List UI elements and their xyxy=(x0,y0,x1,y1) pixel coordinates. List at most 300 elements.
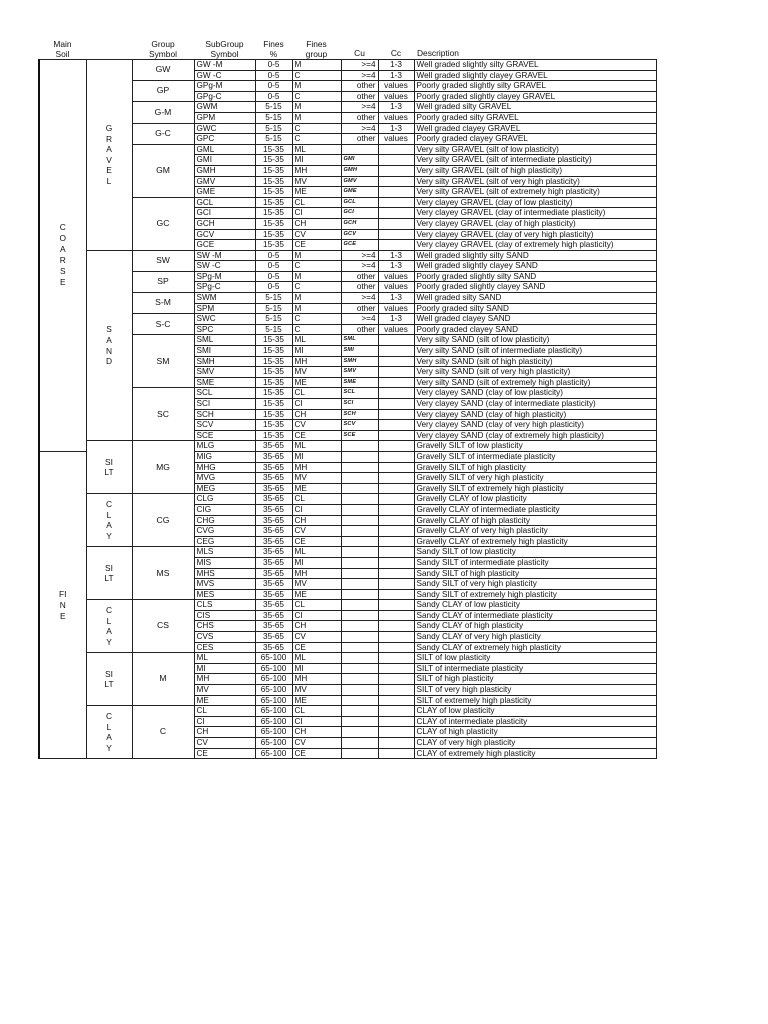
table-row xyxy=(39,197,656,208)
fines-group-cell: CH xyxy=(292,727,341,738)
sub-soil-label: CLAY xyxy=(105,499,113,541)
subgroup-symbol-cell: MES xyxy=(194,589,255,600)
description-cell: Sandy CLAY of extremely high plasticity xyxy=(414,642,656,653)
cu-cell: SMI xyxy=(341,346,378,357)
fines-group-cell: ML xyxy=(292,441,341,452)
soil-classification-table xyxy=(38,36,657,759)
description-cell: Poorly graded slightly clayey GRAVEL xyxy=(414,91,656,102)
sub-soil-cell xyxy=(86,653,132,706)
soil-classification-sheet xyxy=(38,36,657,759)
cu-cell xyxy=(341,526,378,537)
fines-pct-cell: 35-65 xyxy=(255,536,292,547)
fines-pct-cell: 15-35 xyxy=(255,430,292,441)
fines-pct-cell: 35-65 xyxy=(255,526,292,537)
cu-cell xyxy=(341,632,378,643)
description-cell: Gravelly SILT of extremely high plasticity xyxy=(414,483,656,494)
description-cell: Very silty GRAVEL (silt of very high plasticity) xyxy=(414,176,656,187)
fines-pct-cell: 15-35 xyxy=(255,155,292,166)
cc-cell xyxy=(378,547,414,558)
group-symbol-cell: C xyxy=(132,706,194,759)
fines-group-cell: M xyxy=(292,81,341,92)
fines-group-cell: ML xyxy=(292,144,341,155)
description-cell: Well graded slightly clayey GRAVEL xyxy=(414,70,656,81)
description-cell: Poorly graded slightly silty GRAVEL xyxy=(414,81,656,92)
fines-group-cell: ME xyxy=(292,187,341,198)
cu-cell: >=4 xyxy=(341,70,378,81)
cu-cell xyxy=(341,674,378,685)
cu-cell: SCE xyxy=(341,430,378,441)
fines-pct-cell: 15-35 xyxy=(255,346,292,357)
subgroup-symbol-cell: GPC xyxy=(194,134,255,145)
cu-cell: GCI xyxy=(341,208,378,219)
subgroup-symbol-cell: SWM xyxy=(194,293,255,304)
cu-cell: other xyxy=(341,303,378,314)
fines-group-cell: M xyxy=(292,60,341,71)
subgroup-symbol-cell: CH xyxy=(194,727,255,738)
cc-cell: values xyxy=(378,271,414,282)
subgroup-symbol-cell: GCI xyxy=(194,208,255,219)
cu-cell: other xyxy=(341,282,378,293)
header-subgroup-symbol: SubGroup Symbol xyxy=(205,39,244,59)
subgroup-symbol-cell: MHS xyxy=(194,568,255,579)
fines-pct-cell: 15-35 xyxy=(255,144,292,155)
fines-group-cell: MI xyxy=(292,451,341,462)
description-cell: Very clayey SAND (clay of extremely high plasticity) xyxy=(414,430,656,441)
table-row xyxy=(39,144,656,155)
subgroup-symbol-cell: SPM xyxy=(194,303,255,314)
fines-pct-cell: 35-65 xyxy=(255,610,292,621)
cc-cell: values xyxy=(378,81,414,92)
header-main-soil: Main Soil xyxy=(53,39,72,59)
subgroup-symbol-cell: CLG xyxy=(194,494,255,505)
group-symbol-cell: SM xyxy=(132,335,194,388)
cu-cell: SCV xyxy=(341,420,378,431)
sub-soil-cell xyxy=(86,600,132,653)
description-cell: Gravelly SILT of very high plasticity xyxy=(414,473,656,484)
fines-pct-cell: 15-35 xyxy=(255,356,292,367)
subgroup-symbol-cell: GW -M xyxy=(194,60,255,71)
subgroup-symbol-cell: MIS xyxy=(194,557,255,568)
subgroup-symbol-cell: SML xyxy=(194,335,255,346)
subgroup-symbol-cell: CES xyxy=(194,642,255,653)
cc-cell xyxy=(378,748,414,759)
cu-cell: >=4 xyxy=(341,60,378,71)
sub-soil-label: CLAY xyxy=(105,711,113,753)
table-row xyxy=(39,123,656,134)
fines-group-cell: CV xyxy=(292,526,341,537)
cu-cell xyxy=(341,515,378,526)
description-cell: Well graded slightly silty SAND xyxy=(414,250,656,261)
fines-group-cell: MH xyxy=(292,568,341,579)
cc-cell xyxy=(378,473,414,484)
subgroup-symbol-cell: MIG xyxy=(194,451,255,462)
sub-soil-label: SILT xyxy=(104,562,114,584)
fines-pct-cell: 35-65 xyxy=(255,579,292,590)
cu-cell: SCI xyxy=(341,399,378,410)
cu-cell xyxy=(341,706,378,717)
description-cell: Very silty GRAVEL (silt of high plasticity) xyxy=(414,165,656,176)
cc-cell xyxy=(378,494,414,505)
description-cell: Poorly graded slightly clayey SAND xyxy=(414,282,656,293)
cc-cell xyxy=(378,610,414,621)
cc-cell xyxy=(378,653,414,664)
fines-pct-cell: 5-15 xyxy=(255,303,292,314)
fines-group-cell: MI xyxy=(292,557,341,568)
fines-pct-cell: 35-65 xyxy=(255,515,292,526)
sub-soil-cell xyxy=(86,706,132,759)
cu-cell xyxy=(341,494,378,505)
subgroup-symbol-cell: CVG xyxy=(194,526,255,537)
subgroup-symbol-cell: GCV xyxy=(194,229,255,240)
subgroup-symbol-cell: GMI xyxy=(194,155,255,166)
subgroup-symbol-cell: MVS xyxy=(194,579,255,590)
cu-cell: other xyxy=(341,271,378,282)
fines-group-cell: CI xyxy=(292,504,341,515)
fines-group-cell: ME xyxy=(292,695,341,706)
cc-cell xyxy=(378,208,414,219)
cc-cell xyxy=(378,685,414,696)
subgroup-symbol-cell: GCE xyxy=(194,240,255,251)
cc-cell xyxy=(378,738,414,749)
cu-cell: other xyxy=(341,112,378,123)
cc-cell xyxy=(378,399,414,410)
description-cell: Gravelly CLAY of very high plasticity xyxy=(414,526,656,537)
cc-cell xyxy=(378,727,414,738)
subgroup-symbol-cell: MH xyxy=(194,674,255,685)
cu-cell: GCH xyxy=(341,218,378,229)
subgroup-symbol-cell: SMI xyxy=(194,346,255,357)
group-symbol-cell: GM xyxy=(132,144,194,197)
table-row xyxy=(39,441,656,452)
cc-cell xyxy=(378,706,414,717)
table-row xyxy=(39,60,656,71)
fines-pct-cell: 35-65 xyxy=(255,441,292,452)
group-symbol-cell: SW xyxy=(132,250,194,271)
fines-group-cell: C xyxy=(292,134,341,145)
cc-cell: 1-3 xyxy=(378,70,414,81)
main-soil-label: COARSE xyxy=(59,222,66,288)
description-cell: Very silty GRAVEL (silt of intermediate plasticity) xyxy=(414,155,656,166)
group-symbol-cell: GP xyxy=(132,81,194,102)
fines-group-cell: C xyxy=(292,314,341,325)
description-cell: Sandy CLAY of very high plasticity xyxy=(414,632,656,643)
description-cell: Gravelly CLAY of extremely high plasticity xyxy=(414,536,656,547)
subgroup-symbol-cell: GCL xyxy=(194,197,255,208)
fines-group-cell: MV xyxy=(292,176,341,187)
group-symbol-cell: MS xyxy=(132,547,194,600)
fines-pct-cell: 15-35 xyxy=(255,197,292,208)
subgroup-symbol-cell: CV xyxy=(194,738,255,749)
description-cell: Very clayey GRAVEL (clay of high plasticity) xyxy=(414,218,656,229)
fines-group-cell: CI xyxy=(292,399,341,410)
cu-cell xyxy=(341,483,378,494)
cu-cell xyxy=(341,642,378,653)
group-symbol-cell: SP xyxy=(132,271,194,292)
cc-cell xyxy=(378,218,414,229)
fines-group-cell: CE xyxy=(292,748,341,759)
subgroup-symbol-cell: GPg-C xyxy=(194,91,255,102)
fines-group-cell: MI xyxy=(292,346,341,357)
fines-pct-cell: 0-5 xyxy=(255,81,292,92)
fines-group-cell: CE xyxy=(292,240,341,251)
subgroup-symbol-cell: SPg-C xyxy=(194,282,255,293)
fines-pct-cell: 65-100 xyxy=(255,674,292,685)
subgroup-symbol-cell: GCH xyxy=(194,218,255,229)
subgroup-symbol-cell: MHG xyxy=(194,462,255,473)
description-cell: Well graded silty SAND xyxy=(414,293,656,304)
fines-pct-cell: 15-35 xyxy=(255,335,292,346)
description-cell: Very clayey SAND (clay of intermediate plasticity) xyxy=(414,399,656,410)
fines-group-cell: C xyxy=(292,324,341,335)
subgroup-symbol-cell: MVG xyxy=(194,473,255,484)
fines-group-cell: MV xyxy=(292,367,341,378)
fines-group-cell: CL xyxy=(292,706,341,717)
fines-pct-cell: 5-15 xyxy=(255,314,292,325)
cu-cell xyxy=(341,557,378,568)
subgroup-symbol-cell: ME xyxy=(194,695,255,706)
description-cell: CLAY of very high plasticity xyxy=(414,738,656,749)
fines-group-cell: CV xyxy=(292,420,341,431)
cu-cell xyxy=(341,547,378,558)
subgroup-symbol-cell: MLG xyxy=(194,441,255,452)
cu-cell: GME xyxy=(341,187,378,198)
cu-cell: >=4 xyxy=(341,314,378,325)
subgroup-symbol-cell: CIS xyxy=(194,610,255,621)
cu-cell xyxy=(341,504,378,515)
sub-soil-label: SAND xyxy=(105,324,113,367)
cu-cell: other xyxy=(341,81,378,92)
subgroup-symbol-cell: CHG xyxy=(194,515,255,526)
fines-group-cell: M xyxy=(292,303,341,314)
cc-cell xyxy=(378,600,414,611)
table-row xyxy=(39,706,656,717)
fines-pct-cell: 35-65 xyxy=(255,473,292,484)
table-row xyxy=(39,547,656,558)
cu-cell: SMH xyxy=(341,356,378,367)
fines-pct-cell: 5-15 xyxy=(255,134,292,145)
description-cell: Very silty SAND (silt of low plasticity) xyxy=(414,335,656,346)
subgroup-symbol-cell: SW -C xyxy=(194,261,255,272)
table-row xyxy=(39,314,656,325)
cu-cell xyxy=(341,748,378,759)
fines-group-cell: ML xyxy=(292,547,341,558)
fines-pct-cell: 65-100 xyxy=(255,706,292,717)
description-cell: Very silty SAND (silt of intermediate plasticity) xyxy=(414,346,656,357)
table-row xyxy=(39,388,656,399)
fines-pct-cell: 65-100 xyxy=(255,738,292,749)
group-symbol-cell: G-C xyxy=(132,123,194,144)
cc-cell xyxy=(378,240,414,251)
cu-cell xyxy=(341,441,378,452)
cc-cell xyxy=(378,165,414,176)
fines-group-cell: CI xyxy=(292,208,341,219)
description-cell: Poorly graded slightly silty SAND xyxy=(414,271,656,282)
cu-cell: >=4 xyxy=(341,250,378,261)
cc-cell xyxy=(378,632,414,643)
cu-cell xyxy=(341,685,378,696)
cu-cell: other xyxy=(341,91,378,102)
header-group-symbol: Group Symbol xyxy=(149,39,177,59)
table-row xyxy=(39,271,656,282)
cc-cell xyxy=(378,346,414,357)
cc-cell xyxy=(378,589,414,600)
fines-pct-cell: 15-35 xyxy=(255,409,292,420)
cu-cell xyxy=(341,716,378,727)
cc-cell xyxy=(378,197,414,208)
description-cell: Well graded silty GRAVEL xyxy=(414,102,656,113)
description-cell: SILT of extremely high plasticity xyxy=(414,695,656,706)
subgroup-symbol-cell: SWC xyxy=(194,314,255,325)
cc-cell: values xyxy=(378,91,414,102)
subgroup-symbol-cell: GPg-M xyxy=(194,81,255,92)
cu-cell: >=4 xyxy=(341,123,378,134)
cu-cell xyxy=(341,579,378,590)
fines-group-cell: CI xyxy=(292,716,341,727)
group-symbol-cell: S-C xyxy=(132,314,194,335)
sub-soil-label: GRAVEL xyxy=(105,123,113,187)
fines-pct-cell: 0-5 xyxy=(255,271,292,282)
cc-cell xyxy=(378,642,414,653)
cu-cell: SCH xyxy=(341,409,378,420)
subgroup-symbol-cell: MEG xyxy=(194,483,255,494)
description-cell: Very clayey SAND (clay of low plasticity) xyxy=(414,388,656,399)
cu-cell xyxy=(341,568,378,579)
fines-pct-cell: 15-35 xyxy=(255,420,292,431)
cu-cell: GCE xyxy=(341,240,378,251)
subgroup-symbol-cell: SCI xyxy=(194,399,255,410)
fines-group-cell: CL xyxy=(292,388,341,399)
fines-pct-cell: 65-100 xyxy=(255,663,292,674)
fines-pct-cell: 15-35 xyxy=(255,229,292,240)
description-cell: Very silty SAND (silt of high plasticity) xyxy=(414,356,656,367)
fines-pct-cell: 0-5 xyxy=(255,250,292,261)
fines-pct-cell: 35-65 xyxy=(255,600,292,611)
description-cell: Sandy SILT of extremely high plasticity xyxy=(414,589,656,600)
cu-cell xyxy=(341,451,378,462)
subgroup-symbol-cell: MLS xyxy=(194,547,255,558)
cu-cell: GMV xyxy=(341,176,378,187)
fines-group-cell: CE xyxy=(292,430,341,441)
description-cell: SILT of high plasticity xyxy=(414,674,656,685)
description-cell: Sandy SILT of intermediate plasticity xyxy=(414,557,656,568)
subgroup-symbol-cell: GMV xyxy=(194,176,255,187)
fines-pct-cell: 15-35 xyxy=(255,218,292,229)
subgroup-symbol-cell: GW -C xyxy=(194,70,255,81)
cc-cell xyxy=(378,187,414,198)
subgroup-symbol-cell: SW -M xyxy=(194,250,255,261)
subgroup-symbol-cell: ML xyxy=(194,653,255,664)
cc-cell xyxy=(378,377,414,388)
header-cu: Cu xyxy=(354,48,365,58)
sub-soil-cell xyxy=(86,441,132,494)
fines-group-cell: MH xyxy=(292,462,341,473)
table-row xyxy=(39,494,656,505)
cc-cell: 1-3 xyxy=(378,123,414,134)
cc-cell: values xyxy=(378,303,414,314)
description-cell: Sandy CLAY of intermediate plasticity xyxy=(414,610,656,621)
subgroup-symbol-cell: MI xyxy=(194,663,255,674)
fines-group-cell: CI xyxy=(292,610,341,621)
description-cell: CLAY of intermediate plasticity xyxy=(414,716,656,727)
subgroup-symbol-cell: CL xyxy=(194,706,255,717)
fines-pct-cell: 15-35 xyxy=(255,399,292,410)
fines-pct-cell: 5-15 xyxy=(255,123,292,134)
description-cell: Sandy SILT of high plasticity xyxy=(414,568,656,579)
sub-soil-cell xyxy=(86,494,132,547)
fines-pct-cell: 0-5 xyxy=(255,60,292,71)
header-row xyxy=(39,36,656,60)
description-cell: Gravelly CLAY of intermediate plasticity xyxy=(414,504,656,515)
group-symbol-cell: GC xyxy=(132,197,194,250)
fines-pct-cell: 35-65 xyxy=(255,632,292,643)
fines-pct-cell: 35-65 xyxy=(255,451,292,462)
description-cell: Very clayey GRAVEL (clay of very high plasticity) xyxy=(414,229,656,240)
cu-cell: other xyxy=(341,324,378,335)
subgroup-symbol-cell: CHS xyxy=(194,621,255,632)
description-cell: Well graded slightly silty GRAVEL xyxy=(414,60,656,71)
cu-cell: SME xyxy=(341,377,378,388)
subgroup-symbol-cell: SCV xyxy=(194,420,255,431)
cc-cell: 1-3 xyxy=(378,250,414,261)
fines-group-cell: CH xyxy=(292,218,341,229)
table-row xyxy=(39,600,656,611)
fines-pct-cell: 0-5 xyxy=(255,282,292,293)
fines-pct-cell: 15-35 xyxy=(255,240,292,251)
cc-cell: values xyxy=(378,112,414,123)
fines-pct-cell: 5-15 xyxy=(255,324,292,335)
description-cell: Gravelly SILT of intermediate plasticity xyxy=(414,451,656,462)
fines-group-cell: ML xyxy=(292,653,341,664)
cu-cell xyxy=(341,663,378,674)
cu-cell: GCL xyxy=(341,197,378,208)
description-cell: Well graded clayey SAND xyxy=(414,314,656,325)
fines-group-cell: C xyxy=(292,261,341,272)
fines-pct-cell: 35-65 xyxy=(255,557,292,568)
fines-group-cell: CL xyxy=(292,494,341,505)
fines-group-cell: C xyxy=(292,123,341,134)
description-cell: Gravelly CLAY of low plasticity xyxy=(414,494,656,505)
fines-pct-cell: 15-35 xyxy=(255,176,292,187)
fines-group-cell: M xyxy=(292,271,341,282)
fines-group-cell: MH xyxy=(292,674,341,685)
cc-cell xyxy=(378,441,414,452)
fines-pct-cell: 35-65 xyxy=(255,504,292,515)
fines-pct-cell: 35-65 xyxy=(255,547,292,558)
sub-soil-cell xyxy=(86,250,132,441)
cc-cell xyxy=(378,716,414,727)
group-symbol-cell: M xyxy=(132,653,194,706)
main-soil-label: FINE xyxy=(59,588,67,621)
cc-cell xyxy=(378,462,414,473)
fines-group-cell: C xyxy=(292,282,341,293)
cu-cell: SMV xyxy=(341,367,378,378)
sub-soil-cell xyxy=(86,547,132,600)
subgroup-symbol-cell: GWM xyxy=(194,102,255,113)
cc-cell xyxy=(378,430,414,441)
fines-pct-cell: 35-65 xyxy=(255,494,292,505)
fines-pct-cell: 15-35 xyxy=(255,377,292,388)
cu-cell xyxy=(341,653,378,664)
fines-group-cell: M xyxy=(292,112,341,123)
cc-cell xyxy=(378,483,414,494)
fines-group-cell: ME xyxy=(292,377,341,388)
fines-pct-cell: 15-35 xyxy=(255,388,292,399)
fines-group-cell: MV xyxy=(292,685,341,696)
cc-cell xyxy=(378,176,414,187)
cu-cell: GMH xyxy=(341,165,378,176)
description-cell: Poorly graded silty GRAVEL xyxy=(414,112,656,123)
cu-cell: >=4 xyxy=(341,293,378,304)
